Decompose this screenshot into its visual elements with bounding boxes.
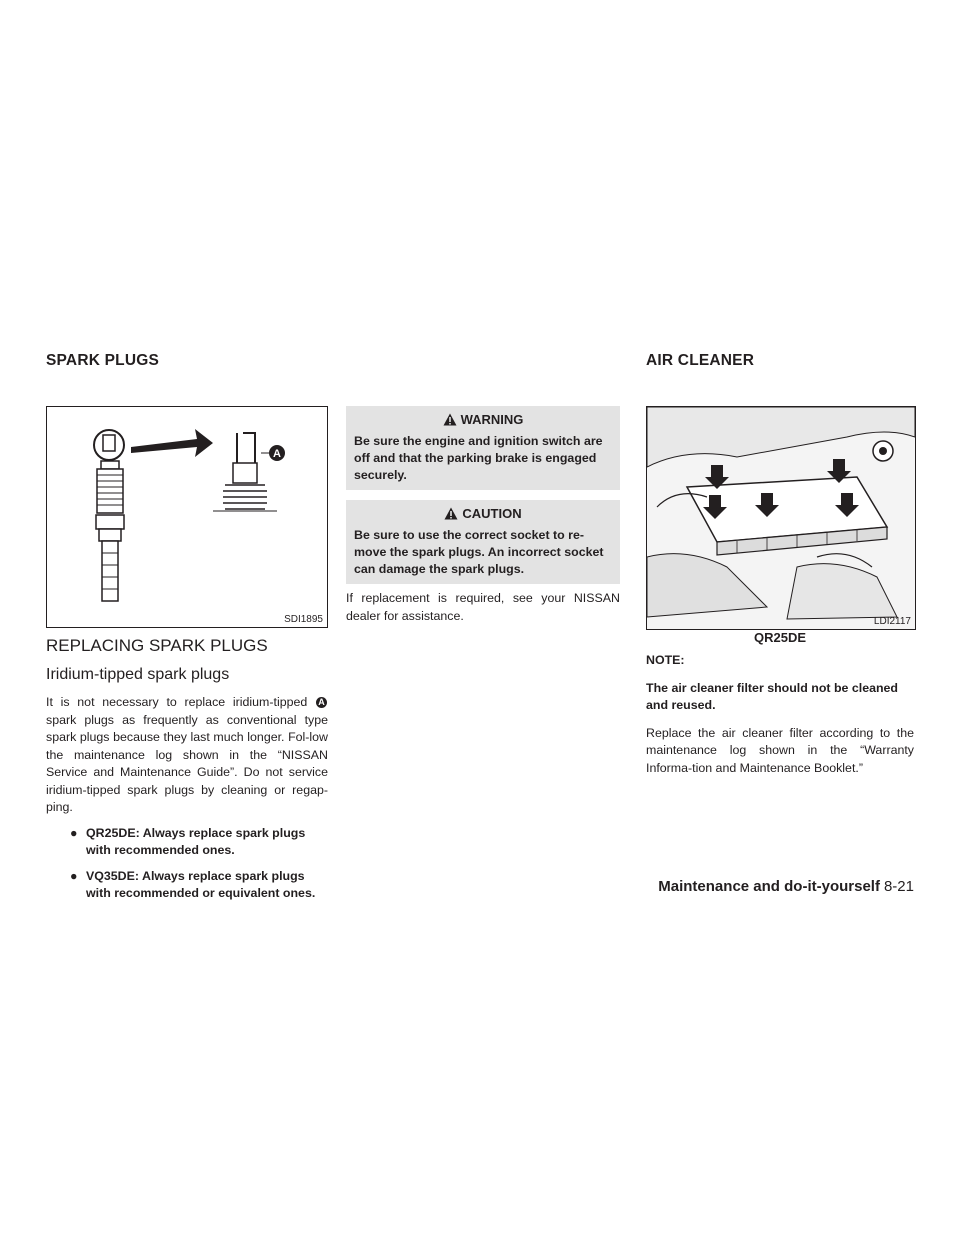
caution-icon	[444, 507, 458, 520]
warning-title: WARNING	[460, 412, 524, 427]
figure-code: LDI2117	[873, 616, 911, 627]
warning-header	[354, 406, 612, 433]
iridium-subheading: Iridium-tipped spark plugs	[46, 666, 230, 683]
middle-column	[346, 406, 620, 625]
bullet-icon: ●	[70, 868, 78, 883]
callout-a-marker: A	[316, 697, 327, 708]
caution-box	[346, 500, 620, 584]
bullet-qr25de	[46, 825, 328, 860]
footer-page-number: 8-21	[883, 878, 914, 895]
right-column-text	[646, 652, 914, 777]
spark-plug-figure	[46, 406, 328, 628]
caution-text: Be sure to use the correct socket to re-move the spark plugs. An incorrect socket can damage the spark plugs.	[354, 528, 604, 576]
figure-code: SDI1895	[284, 614, 323, 625]
air-cleaner-figure	[646, 406, 916, 630]
section-title-air-cleaner: AIR CLEANER	[646, 352, 755, 369]
section-title-spark-plugs: SPARK PLUGS	[46, 352, 160, 369]
bullet-text: VQ35DE: Always replace spark plugs with recommended or equivalent ones.	[86, 868, 316, 900]
caution-header	[354, 500, 612, 527]
para-pre: It is not necessary to replace iridium-tipped	[46, 695, 308, 709]
air-cleaner-paragraph: Replace the air cleaner filter according to the maintenance log shown in the “Warranty Informa-tion and Maintenance Booklet.”	[646, 725, 914, 775]
note-label: NOTE:	[646, 653, 685, 667]
spark-plug-illustration	[47, 407, 327, 627]
iridium-paragraph	[46, 694, 328, 817]
engine-bay-illustration	[647, 407, 915, 629]
warning-icon	[443, 413, 457, 426]
left-column-text	[46, 636, 328, 903]
para-post: spark plugs as frequently as conventional type spark plugs because they last much longer. Fol-low the maintenance log shown in the “NISSAN Service and Maintenance Guide”. Do not service iridium-tipped spark plugs by cleaning or regap-ping.	[46, 712, 328, 814]
replacing-heading: REPLACING SPARK PLUGS	[46, 636, 268, 655]
bullet-vq35de	[46, 868, 328, 903]
warning-box	[346, 406, 620, 490]
note-text: The air cleaner filter should not be cleaned and reused.	[646, 680, 899, 712]
replacement-paragraph: If replacement is required, see your NISSAN dealer for assistance.	[346, 591, 620, 623]
footer-chapter: Maintenance and do-it-yourself	[658, 878, 880, 895]
callout-a-label: A	[273, 448, 281, 460]
page-footer	[600, 878, 914, 896]
caution-title: CAUTION	[462, 506, 522, 521]
figure-caption: QR25DE	[753, 630, 807, 645]
bullet-icon: ●	[70, 825, 78, 840]
bullet-text: QR25DE: Always replace spark plugs with recommended ones.	[86, 825, 306, 857]
warning-text: Be sure the engine and ignition switch are off and that the parking brake is engaged securely.	[354, 434, 603, 482]
